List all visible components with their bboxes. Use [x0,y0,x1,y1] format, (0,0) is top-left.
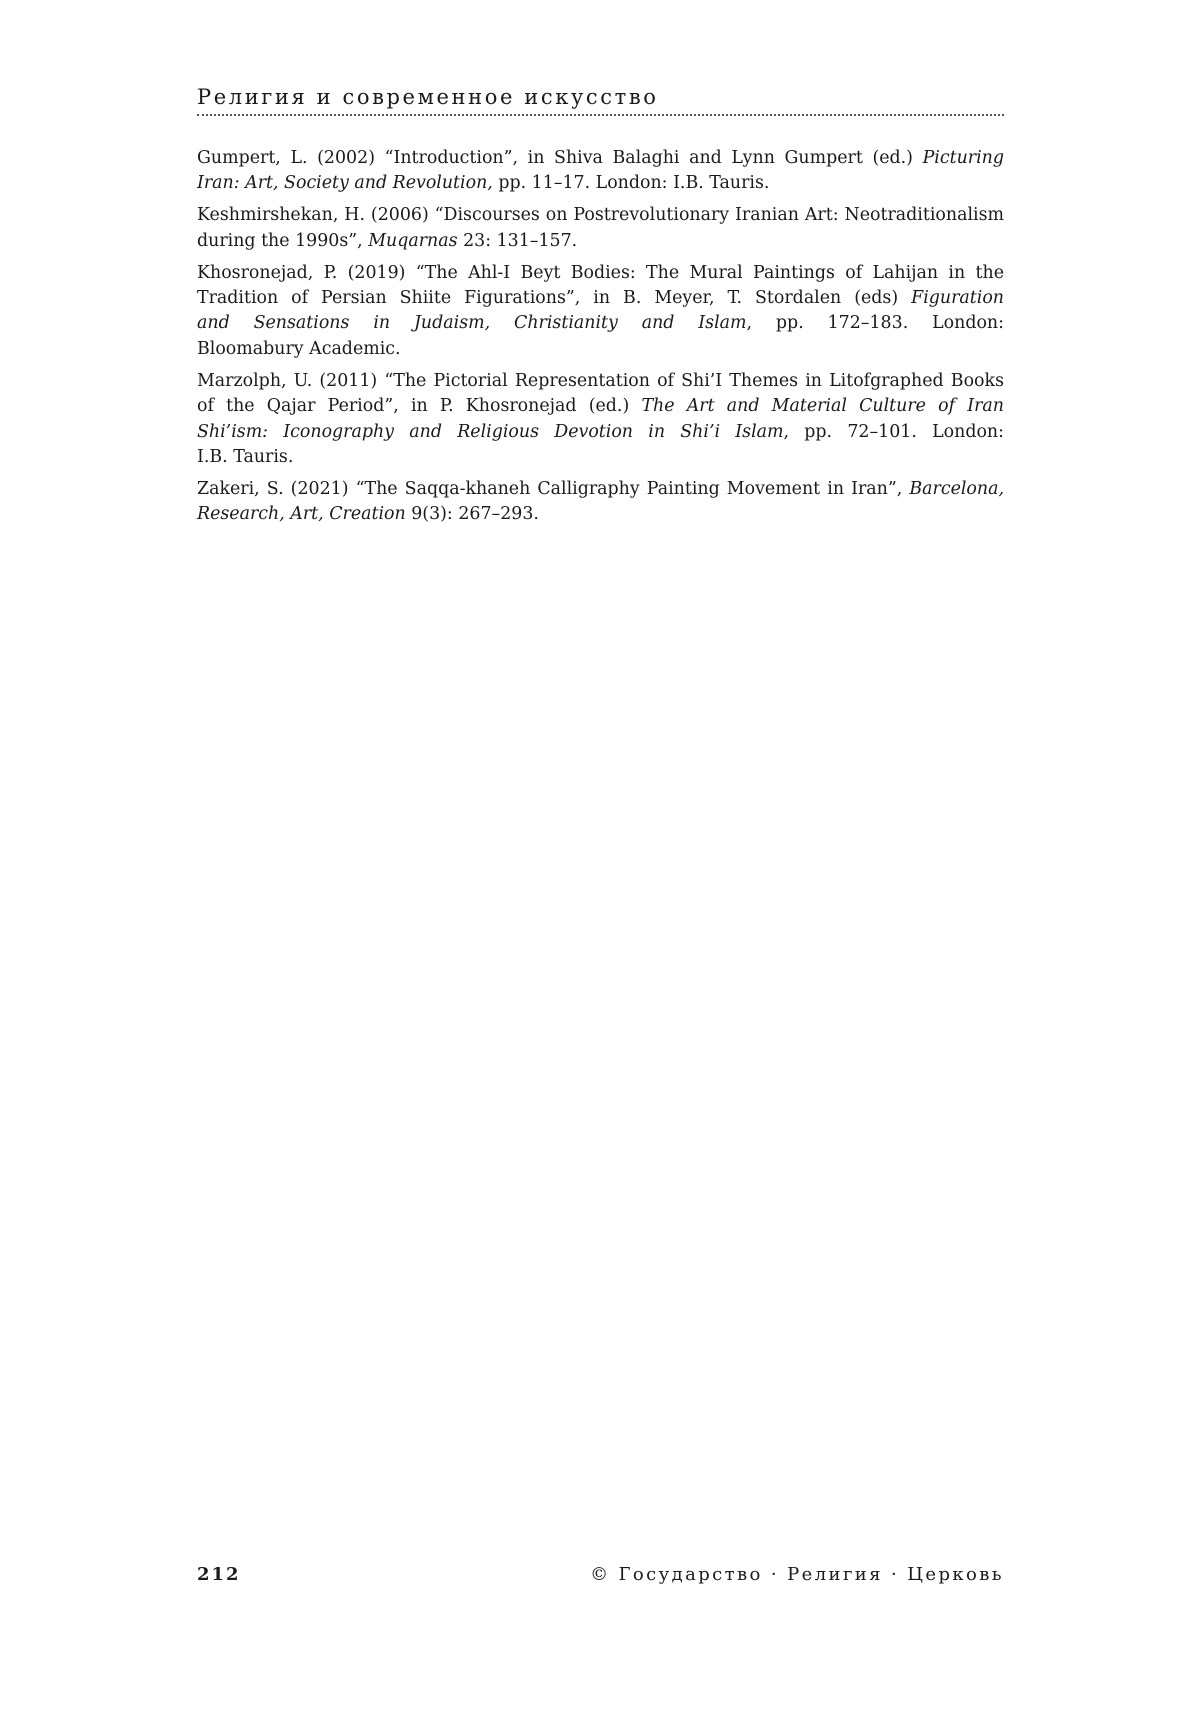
reference-line [197,394,1004,419]
reference-italic-text: Muqarnas [368,230,458,251]
reference-text: , pp. 172–183. London: [746,313,1004,334]
reference-italic-text: The Art and Material Culture of Iran [641,396,1004,417]
reference-text: 9(3): 267–293. [405,504,539,525]
reference-line [197,229,1004,254]
reference-line [197,171,1004,196]
reference-entry [197,477,1004,528]
reference-text: 23: 131–157. [457,230,578,251]
reference-italic-text: Shi’ism: Iconography and Religious Devotion in Shi’i Islam [197,421,784,442]
reference-line [197,203,1004,228]
reference-entry [197,261,1004,363]
reference-text: Keshmirshekan, H. (2006) “Discourses on Postrevolutionary Iranian Art: Neotraditionalism [197,205,1004,226]
reference-entry [197,203,1004,254]
reference-italic-text: Barcelona, [909,478,1004,499]
reference-text: Tradition of Persian Shiite Figurations”, in B. Meyer, T. Stordalen (eds) [197,288,912,309]
reference-list [197,146,1004,534]
reference-line [197,502,1004,527]
reference-text: Bloomabury Academic. [197,338,401,359]
reference-text: Gumpert, L. (2002) “Introduction”, in Shiva Balaghi and Lynn Gumpert (ed.) [197,148,923,168]
reference-line [197,420,1004,445]
reference-italic-text: Research, Art, Creation [197,504,406,525]
reference-text: I.B. Tauris. [197,446,294,467]
reference-line [197,477,1004,502]
running-head-title: Религия и современное искусство [197,85,659,109]
reference-line [197,369,1004,394]
reference-line [197,445,1004,470]
reference-text: pp. 11–17. London: I.B. Tauris. [492,173,770,194]
reference-text: Zakeri, S. (2021) “The Saqqa-khaneh Calligraphy Painting Movement in Iran”, [197,478,910,499]
reference-text: Marzolph, U. (2011) “The Pictorial Representation of Shi’I Themes in Litofgraphed Books [197,370,1004,391]
running-head [197,84,1004,116]
journal-name: © Государство · Религия · Церковь [590,1564,1004,1585]
reference-text: during the 1990s”, [197,230,369,251]
reference-text: , pp. 72–101. London: [783,421,1004,442]
page-number: 212 [197,1564,241,1585]
reference-text: of the Qajar Period”, in P. Khosronejad (ed.) [197,396,642,417]
reference-line [197,146,1004,171]
reference-italic-text: Iran: Art, Society and Revolution, [197,173,493,194]
reference-line [197,311,1004,336]
reference-italic-text: and Sensations in Judaism, Christianity and Islam [197,313,747,334]
reference-italic-text: Figuration [911,288,1004,309]
reference-line [197,286,1004,311]
reference-italic-text: Picturing [922,148,1004,168]
reference-entry [197,369,1004,471]
reference-line [197,337,1004,362]
reference-text: Khosronejad, P. (2019) “The Ahl-I Beyt Bodies: The Mural Paintings of Lahijan in the [197,262,1004,283]
reference-line [197,261,1004,286]
page-footer [197,1564,1004,1592]
reference-entry [197,146,1004,197]
